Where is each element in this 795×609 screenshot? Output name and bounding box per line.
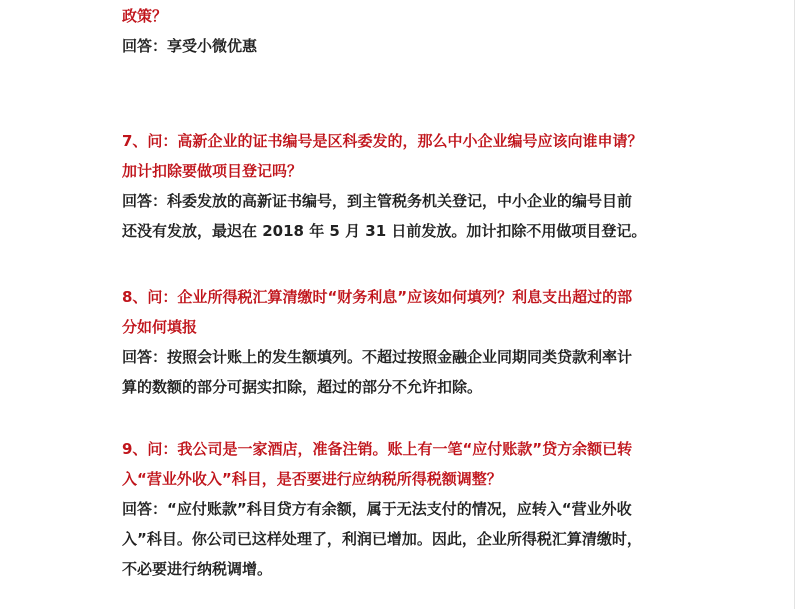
question-line: 8、问：企业所得税汇算清缴时“财务利息”应该如何填列？利息支出超过的部 [122, 288, 633, 306]
question-line: 加计扣除要做项目登记吗？ [122, 162, 303, 180]
answer-line: 算的数额的部分可据实扣除，超过的部分不允许扣除。 [122, 378, 483, 396]
answer-line: 回答：按照会计账上的发生额填列。不超过按照金融企业同期同类贷款利率计 [122, 348, 633, 366]
qa-item-7 [122, 126, 682, 246]
answer-line: 还没有发放，最迟在 2018 年 5 月 31 日前发放。加计扣除不用做项目登记。 [122, 222, 647, 240]
qa-item-9 [122, 434, 682, 584]
answer-line: 不必要进行纳税调增。 [122, 560, 273, 578]
question-line: 分如何填报 [122, 318, 198, 336]
answer-line: 回答：科委发放的高新证书编号，到主管税务机关登记，中小企业的编号目前 [122, 192, 633, 210]
answer-line: 入”科目。你公司已这样处理了，利润已增加。因此，企业所得税汇算清缴时， [122, 530, 642, 548]
qa-item-6 [122, 1, 682, 61]
question-line: 政策？ [122, 7, 168, 25]
answer-line: 回答：享受小微优惠 [122, 37, 258, 55]
qa-item-8 [122, 282, 682, 402]
question-line: 7、问：高新企业的证书编号是区科委发的，那么中小企业编号应该向谁申请？ [122, 132, 643, 150]
question-line: 9、问：我公司是一家酒店，准备注销。账上有一笔“应付账款”贷方余额已转 [122, 440, 633, 458]
question-line: 入“营业外收入”科目，是否要进行应纳税所得税额调整？ [122, 470, 502, 488]
answer-line: 回答：“应付账款”科目贷方有余额，属于无法支付的情况，应转入“营业外收 [122, 500, 632, 518]
